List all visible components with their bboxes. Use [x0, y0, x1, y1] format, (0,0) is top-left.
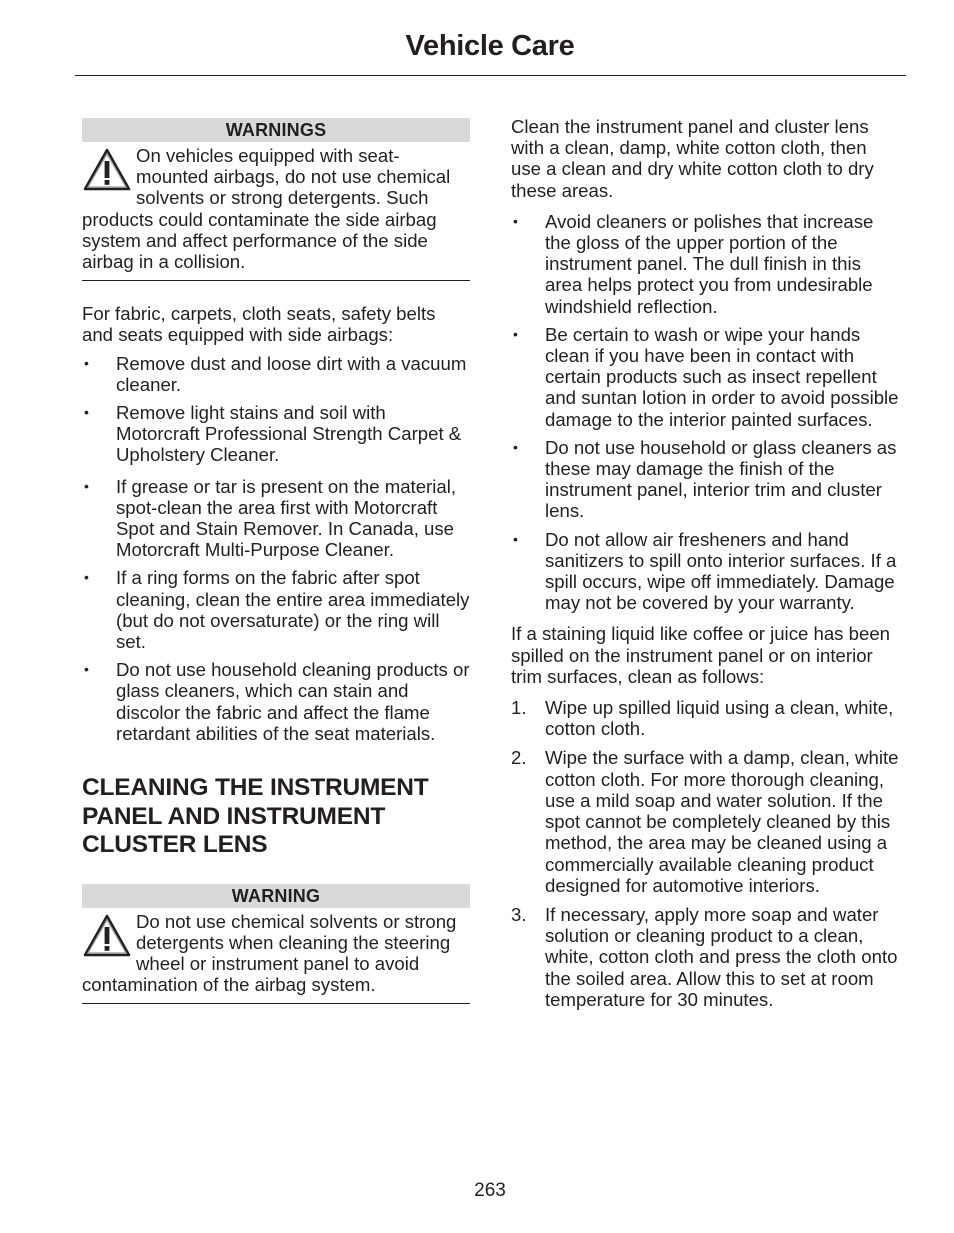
list-item: 2. Wipe the surface with a damp, clean, white cotton cloth. For more thorough cleaning, use a mild soap and water solution. If the spot cannot be completely cleaned by this method, the area may be cleaned using a commercially available cleaning product designed for automotive interiors.: [511, 747, 899, 896]
warnings-box: [82, 118, 470, 281]
warnings-box-rule: [82, 280, 470, 281]
fabric-intro: For fabric, carpets, cloth seats, safety belts and seats equipped with side airbags:: [82, 303, 436, 346]
warning-triangle-icon: [82, 147, 132, 193]
warning-box-body: [82, 908, 470, 996]
list-item: • Remove dust and loose dirt with a vacuum cleaner.: [84, 352, 467, 395]
section-heading: CLEANING THE INSTRUMENT PANEL AND INSTRUMENT CLUSTER LENS: [82, 774, 429, 859]
page-number: 263: [474, 1180, 506, 1201]
panel-bullet-list: [511, 211, 901, 614]
list-item: • Do not use household cleaning products or glass cleaners, which can stain and discolor the fabric and affect the flame retardant abilities of the seat materials.: [84, 659, 470, 744]
warning-box-header: WARNING: [82, 884, 470, 908]
panel-intro: Clean the instrument panel and cluster lens with a clean, damp, white cotton cloth, then use a clean and dry white cotton cloth to dry these areas.: [511, 116, 874, 201]
list-item: • Avoid cleaners or polishes that increase the gloss of the upper portion of the instrument panel. The dull finish in this area helps protect you from undesirable windshield reflection.: [513, 210, 874, 317]
list-item: 1. Wipe up spilled liquid using a clean, white, cotton cloth.: [511, 697, 894, 740]
title-divider: [75, 75, 906, 76]
list-item: • Do not allow air fresheners and hand sanitizers to spill onto interior surfaces. If a spill occurs, wipe off immediately. Damage may not be covered by your warranty.: [513, 528, 897, 614]
list-item: • If a ring forms on the fabric after spot cleaning, clean the entire area immediately (but do not oversaturate) or the ring will set.: [84, 567, 470, 653]
list-item: • If grease or tar is present on the material, spot-clean the area first with Motorcraft Spot and Stain Remover. In Canada, use Motorcraft Multi-Purpose Cleaner.: [84, 475, 457, 561]
list-item: • Be certain to wash or wipe your hands clean if you have been in contact with certain products such as insect repellent and suntan lotion in order to avoid possible damage to the interior painted surfaces.: [513, 323, 899, 430]
fabric-bullet-list: [82, 353, 470, 744]
list-item: • Do not use household or glass cleaners as these may damage the finish of the instrument panel, interior trim and cluster lens.: [513, 436, 897, 522]
warning-box-text: Do not use chemical solvents or strong detergents when cleaning the steering wheel or instrument panel to avoid contamination of the airbag system.: [82, 910, 457, 996]
staining-intro: If a staining liquid like coffee or juice has been spilled on the instrument panel or on interior trim surfaces, clean as follows:: [511, 623, 891, 687]
warnings-box-body: [82, 142, 470, 272]
list-item: 3. If necessary, apply more soap and water solution or cleaning product to a clean, white, cotton cloth and press the cloth onto the soiled area. Allow this to set at room temperature for 30 minutes.: [511, 903, 898, 1010]
list-item: • Remove light stains and soil with Motorcraft Professional Strength Carpet & Upholstery Cleaner.: [84, 402, 462, 466]
warning-triangle-icon: [82, 913, 132, 959]
warning-box: [82, 884, 470, 1005]
right-column: [511, 116, 901, 1010]
left-column: [82, 118, 470, 1004]
warnings-box-header: WARNINGS: [82, 118, 470, 142]
warning-box-rule: [82, 1003, 470, 1004]
cleaning-steps-list: [511, 697, 901, 1010]
warnings-box-text: On vehicles equipped with seat-mounted airbags, do not use chemical solvents or strong detergents. Such products could contaminate the side airbag system and affect performance of the side airbag in a collision.: [82, 145, 451, 273]
page-title: Vehicle Care: [405, 30, 575, 62]
